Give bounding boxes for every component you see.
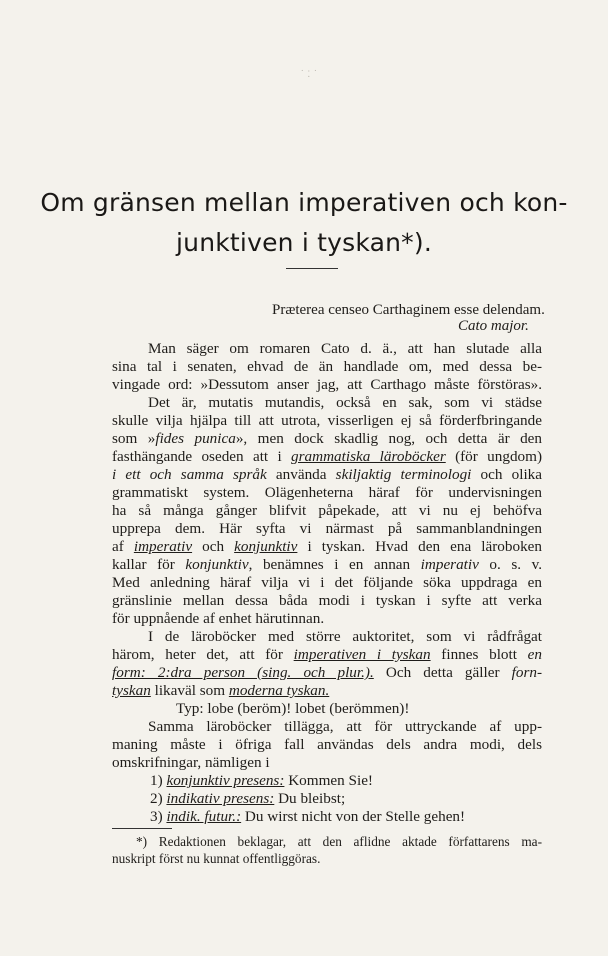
title-rule [286, 268, 338, 269]
body-line: form: 2:dra person (sing. och plur.). Och detta gäller forn- [112, 664, 542, 681]
list-item: 2) indikativ presens: Du bleibst; [150, 790, 346, 807]
article-title-line-2: junktiven i tyskan*). [176, 228, 432, 257]
body-line: af imperativ och konjunktiv i tyskan. Hvad den ena läroboken [112, 538, 542, 555]
motto-quote: Præterea censeo Carthaginem esse delendam. [272, 302, 545, 318]
footnote-rule [112, 828, 172, 829]
body-line: i ett och samma språk använda skiljaktig terminologi och olika [112, 466, 542, 483]
body-line: som »fides punica», men dock skadlig nog, och detta är den [112, 430, 542, 447]
body-line: maning måste i öfriga fall användas dels andra modi, dels [112, 736, 542, 753]
body-line: upprepa dem. Här syfta vi närmast på sammanblandningen [112, 520, 542, 537]
body-line: fasthängande oseden att i grammatiska läroböcker (för ungdom) [112, 448, 542, 465]
body-line: Man säger om romaren Cato d. ä., att han slutade alla [148, 340, 542, 357]
footnote-line: nuskript först nu kunnat offentliggöras. [112, 851, 321, 866]
motto-source: Cato major. [458, 318, 529, 334]
body-line: Typ: lobe (beröm)! lobet (berömmen)! [176, 700, 410, 717]
body-line: Med anledning häraf vilja vi i det följande söka uppdraga en [112, 574, 542, 591]
list-item: 3) indik. futur.: Du wirst nicht von der Stelle gehen! [150, 808, 466, 825]
body-line: omskrifningar, nämligen i [112, 754, 270, 771]
body-line: Det är, mutatis mutandis, också en sak, som vi städse [148, 394, 542, 411]
paper-speck: ˙ ⁚ ˙ [300, 70, 318, 80]
body-line: sina tal i senaten, ehvad de än handlade om, med dessa be- [112, 358, 542, 375]
footnote-line: *) Redaktionen beklagar, att den aflidne aktade författarens ma- [136, 834, 542, 849]
body-line: Samma läroböcker tillägga, att för uttryckande af upp- [148, 718, 542, 735]
body-line: grammatiskt system. Olägenheterna häraf för undervisningen [112, 484, 542, 501]
body-line: för uppnående af enhet härutinnan. [112, 610, 325, 627]
body-line: skulle vilja hjälpa till att utrota, visserligen ej så förderfbringande [112, 412, 542, 429]
body-line: vingade ord: »Dessutom anser jag, att Carthago måste förstöras». [112, 376, 542, 393]
body-line: ha så många gånger blifvit påpekade, att vi nu ej behöfva [112, 502, 542, 519]
body-line: härom, heter det, att för imperativen i tyskan finnes blott en [112, 646, 542, 663]
body-line: tyskan likaväl som moderna tyskan. [112, 682, 330, 699]
body-line: I de läroböcker med större auktoritet, som vi rådfrågat [148, 628, 542, 645]
list-item: 1) konjunktiv presens: Kommen Sie! [150, 772, 373, 789]
article-title-line-1: Om gränsen mellan imperativen och kon- [40, 188, 568, 217]
body-line: kallar för konjunktiv, benämnes i en annan imperativ o. s. v. [112, 556, 542, 573]
body-line: gränslinie mellan dessa båda modi i tyskan i syfte att verka [112, 592, 542, 609]
